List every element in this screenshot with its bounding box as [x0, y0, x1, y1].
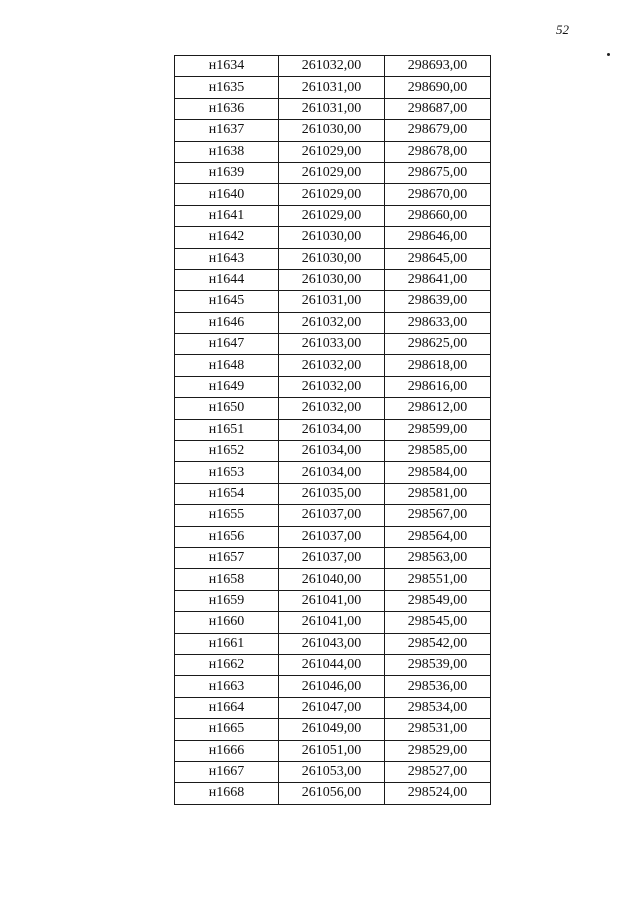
- point-id-cell: н1639: [175, 162, 279, 183]
- table-row: [175, 761, 491, 782]
- point-id-cell: н1656: [175, 526, 279, 547]
- table-row: [175, 740, 491, 761]
- y-coordinate-cell: 298625,00: [385, 334, 491, 355]
- point-id-cell: н1649: [175, 376, 279, 397]
- point-id-cell: н1666: [175, 740, 279, 761]
- table-row: [175, 462, 491, 483]
- x-coordinate-cell: 261032,00: [279, 56, 385, 77]
- x-coordinate-cell: 261047,00: [279, 697, 385, 718]
- y-coordinate-cell: 298660,00: [385, 205, 491, 226]
- point-id-cell: н1636: [175, 98, 279, 119]
- table-row: [175, 355, 491, 376]
- table-row: [175, 248, 491, 269]
- point-id-cell: н1668: [175, 783, 279, 804]
- y-coordinate-cell: 298645,00: [385, 248, 491, 269]
- point-id-cell: н1646: [175, 312, 279, 333]
- x-coordinate-cell: 261049,00: [279, 719, 385, 740]
- x-coordinate-cell: 261043,00: [279, 633, 385, 654]
- point-id-cell: н1658: [175, 569, 279, 590]
- point-id-cell: н1655: [175, 505, 279, 526]
- x-coordinate-cell: 261030,00: [279, 120, 385, 141]
- y-coordinate-cell: 298539,00: [385, 654, 491, 675]
- x-coordinate-cell: 261032,00: [279, 355, 385, 376]
- y-coordinate-cell: 298534,00: [385, 697, 491, 718]
- y-coordinate-cell: 298567,00: [385, 505, 491, 526]
- y-coordinate-cell: 298641,00: [385, 269, 491, 290]
- x-coordinate-cell: 261031,00: [279, 291, 385, 312]
- table-row: [175, 419, 491, 440]
- table-row: [175, 205, 491, 226]
- x-coordinate-cell: 261033,00: [279, 334, 385, 355]
- table-row: [175, 291, 491, 312]
- y-coordinate-cell: 298585,00: [385, 441, 491, 462]
- point-id-cell: н1660: [175, 612, 279, 633]
- y-coordinate-cell: 298531,00: [385, 719, 491, 740]
- y-coordinate-cell: 298690,00: [385, 77, 491, 98]
- y-coordinate-cell: 298693,00: [385, 56, 491, 77]
- point-id-cell: н1661: [175, 633, 279, 654]
- point-id-cell: н1634: [175, 56, 279, 77]
- page-number: 52: [556, 22, 569, 37]
- point-id-cell: н1642: [175, 227, 279, 248]
- table-row: [175, 633, 491, 654]
- x-coordinate-cell: 261040,00: [279, 569, 385, 590]
- table-row: [175, 376, 491, 397]
- y-coordinate-cell: 298581,00: [385, 483, 491, 504]
- x-coordinate-cell: 261030,00: [279, 269, 385, 290]
- x-coordinate-cell: 261032,00: [279, 376, 385, 397]
- y-coordinate-cell: 298549,00: [385, 590, 491, 611]
- table-row: [175, 184, 491, 205]
- point-id-cell: н1653: [175, 462, 279, 483]
- y-coordinate-cell: 298646,00: [385, 227, 491, 248]
- x-coordinate-cell: 261037,00: [279, 526, 385, 547]
- table-row: [175, 719, 491, 740]
- y-coordinate-cell: 298612,00: [385, 398, 491, 419]
- x-coordinate-cell: 261037,00: [279, 547, 385, 568]
- point-id-cell: н1664: [175, 697, 279, 718]
- y-coordinate-cell: 298527,00: [385, 761, 491, 782]
- y-coordinate-cell: 298563,00: [385, 547, 491, 568]
- x-coordinate-cell: 261034,00: [279, 462, 385, 483]
- x-coordinate-cell: 261037,00: [279, 505, 385, 526]
- point-id-cell: н1645: [175, 291, 279, 312]
- table-row: [175, 441, 491, 462]
- table-row: [175, 590, 491, 611]
- coordinates-table: [174, 55, 491, 805]
- table-row: [175, 56, 491, 77]
- y-coordinate-cell: 298678,00: [385, 141, 491, 162]
- y-coordinate-cell: 298679,00: [385, 120, 491, 141]
- table-row: [175, 483, 491, 504]
- table-row: [175, 141, 491, 162]
- point-id-cell: н1648: [175, 355, 279, 376]
- point-id-cell: н1665: [175, 719, 279, 740]
- y-coordinate-cell: 298633,00: [385, 312, 491, 333]
- table-row: [175, 783, 491, 804]
- x-coordinate-cell: 261041,00: [279, 612, 385, 633]
- table-row: [175, 269, 491, 290]
- x-coordinate-cell: 261030,00: [279, 227, 385, 248]
- table-row: [175, 697, 491, 718]
- table-row: [175, 398, 491, 419]
- y-coordinate-cell: 298536,00: [385, 676, 491, 697]
- x-coordinate-cell: 261031,00: [279, 77, 385, 98]
- table-row: [175, 547, 491, 568]
- y-coordinate-cell: 298524,00: [385, 783, 491, 804]
- table-row: [175, 77, 491, 98]
- y-coordinate-cell: 298687,00: [385, 98, 491, 119]
- point-id-cell: н1650: [175, 398, 279, 419]
- x-coordinate-cell: 261031,00: [279, 98, 385, 119]
- table-row: [175, 505, 491, 526]
- table-row: [175, 120, 491, 141]
- x-coordinate-cell: 261041,00: [279, 590, 385, 611]
- table-row: [175, 227, 491, 248]
- y-coordinate-cell: 298618,00: [385, 355, 491, 376]
- table-row: [175, 526, 491, 547]
- x-coordinate-cell: 261044,00: [279, 654, 385, 675]
- x-coordinate-cell: 261032,00: [279, 398, 385, 419]
- y-coordinate-cell: 298529,00: [385, 740, 491, 761]
- table-row: [175, 98, 491, 119]
- x-coordinate-cell: 261034,00: [279, 441, 385, 462]
- table-row: [175, 612, 491, 633]
- point-id-cell: н1635: [175, 77, 279, 98]
- y-coordinate-cell: 298616,00: [385, 376, 491, 397]
- table-row: [175, 569, 491, 590]
- point-id-cell: н1647: [175, 334, 279, 355]
- point-id-cell: н1659: [175, 590, 279, 611]
- table-row: [175, 312, 491, 333]
- table-row: [175, 654, 491, 675]
- y-coordinate-cell: 298545,00: [385, 612, 491, 633]
- x-coordinate-cell: 261030,00: [279, 248, 385, 269]
- point-id-cell: н1643: [175, 248, 279, 269]
- point-id-cell: н1637: [175, 120, 279, 141]
- coordinates-table-body: [175, 56, 491, 805]
- point-id-cell: н1641: [175, 205, 279, 226]
- table-row: [175, 676, 491, 697]
- x-coordinate-cell: 261034,00: [279, 419, 385, 440]
- point-id-cell: н1644: [175, 269, 279, 290]
- scan-speck: [607, 53, 610, 56]
- point-id-cell: н1662: [175, 654, 279, 675]
- x-coordinate-cell: 261029,00: [279, 162, 385, 183]
- x-coordinate-cell: 261032,00: [279, 312, 385, 333]
- x-coordinate-cell: 261029,00: [279, 141, 385, 162]
- point-id-cell: н1663: [175, 676, 279, 697]
- x-coordinate-cell: 261035,00: [279, 483, 385, 504]
- x-coordinate-cell: 261056,00: [279, 783, 385, 804]
- point-id-cell: н1640: [175, 184, 279, 205]
- point-id-cell: н1652: [175, 441, 279, 462]
- table-row: [175, 334, 491, 355]
- x-coordinate-cell: 261029,00: [279, 205, 385, 226]
- x-coordinate-cell: 261029,00: [279, 184, 385, 205]
- y-coordinate-cell: 298564,00: [385, 526, 491, 547]
- point-id-cell: н1657: [175, 547, 279, 568]
- point-id-cell: н1651: [175, 419, 279, 440]
- x-coordinate-cell: 261051,00: [279, 740, 385, 761]
- point-id-cell: н1638: [175, 141, 279, 162]
- y-coordinate-cell: 298675,00: [385, 162, 491, 183]
- y-coordinate-cell: 298599,00: [385, 419, 491, 440]
- x-coordinate-cell: 261053,00: [279, 761, 385, 782]
- y-coordinate-cell: 298670,00: [385, 184, 491, 205]
- y-coordinate-cell: 298584,00: [385, 462, 491, 483]
- point-id-cell: н1667: [175, 761, 279, 782]
- table-row: [175, 162, 491, 183]
- y-coordinate-cell: 298639,00: [385, 291, 491, 312]
- y-coordinate-cell: 298542,00: [385, 633, 491, 654]
- x-coordinate-cell: 261046,00: [279, 676, 385, 697]
- point-id-cell: н1654: [175, 483, 279, 504]
- y-coordinate-cell: 298551,00: [385, 569, 491, 590]
